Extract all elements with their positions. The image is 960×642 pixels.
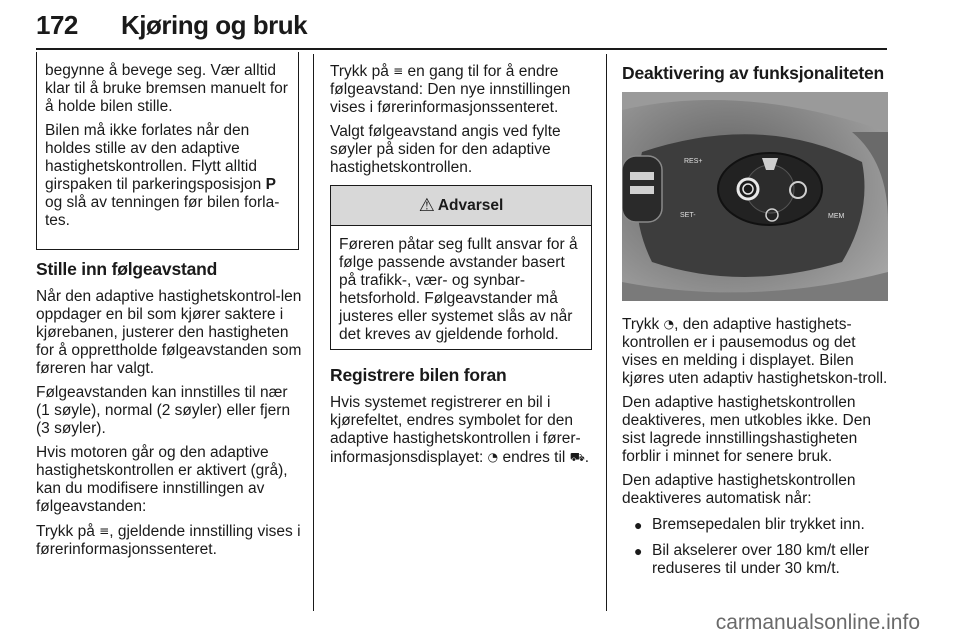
paragraph: Trykk på ≡ en gang til for å endre følgeavstand: Den nye innstillingen vises i førerinformasjonssenteret. xyxy=(330,63,571,116)
section-heading-distance: Stille inn følgeavstand xyxy=(36,259,218,279)
paragraph: Den adaptive hastighetskontrollen deaktiveres, men utkobles ikke. Den sist lagrede innstillingshastigheten forblir i minnet for senere bruk. xyxy=(622,394,871,465)
mem-label: MEM xyxy=(828,213,845,220)
column-1 xyxy=(36,258,304,559)
park-position-label: P xyxy=(265,176,276,193)
paragraph: Hvis systemet registrerer en bil i kjørefeltet, endres symbolet for den adaptive hastighetskontrollen i fører-informasjonsdisplayet: ◔ endres til ⛟. xyxy=(330,394,590,466)
set-label: SET- xyxy=(680,212,696,219)
section-heading-vehicle-ahead: Registrere bilen foran xyxy=(330,365,507,385)
bullet-icon: ● xyxy=(634,543,643,559)
cruise-pause-icon: ◔ xyxy=(663,317,675,331)
res-label: RES+ xyxy=(684,158,703,165)
list-item: ● Bil akselerer over 180 km/t eller reduseres til under 30 km/t. xyxy=(634,542,870,577)
column-2 xyxy=(330,62,592,467)
header-rule xyxy=(36,48,887,50)
box-paragraph-2: Bilen må ikke forlates når den holdes stille av den adaptive hastighetskontrollen. Flytt alltid girspaken til parkeringsposisjon P og slå av tenningen før bilen forla-tes. xyxy=(45,122,280,229)
column-divider-1 xyxy=(313,54,314,611)
list-item: ● Bremsepedalen blir trykket inn. xyxy=(634,516,865,533)
bullet-icon: ● xyxy=(634,517,643,533)
column-3 xyxy=(622,62,890,578)
warning-continuation-box xyxy=(36,52,299,250)
page-header xyxy=(36,4,887,50)
distance-bars-icon: ≡ xyxy=(393,64,404,78)
paragraph: Trykk ◔, den adaptive hastighets-kontrollen er i pausemodus og det vises en melding i displayet. Bilen kjøres uten adaptiv hastighetskon-troll. xyxy=(622,316,888,387)
paragraph: Følgeavstanden kan innstilles til nær (1 søyle), normal (2 søyler) eller fjern (3 søyler). xyxy=(36,384,291,437)
paragraph: Hvis motoren går og den adaptive hastighetskontrollen er aktivert (grå), kan du modifisere innstillingen av følgeavstanden: xyxy=(36,444,288,515)
paragraph: Når den adaptive hastighetskontrol-len oppdager en bil som kjører saktere i kjørebanen, justerer den hastigheten for å opprettholde følgeavstanden som føreren har valgt. xyxy=(36,288,302,377)
warning-triangle-icon: ⚠ xyxy=(418,195,435,215)
warning-box xyxy=(330,185,592,350)
car-ahead-icon: ⛟ xyxy=(569,450,585,464)
paragraph: Den adaptive hastighetskontrollen deaktiveres automatisk når: xyxy=(622,472,856,507)
paragraph: Trykk på ≡, gjeldende innstilling vises i førerinformasjonssenteret. xyxy=(36,523,301,558)
box-paragraph-1: begynne å bevege seg. Vær alltid klar til å bruke bremsen manuelt for å holde bilen stille. xyxy=(45,62,288,115)
paragraph: Valgt følgeavstand angis ved fylte søyler på siden for den adaptive hastighetskontrollen. xyxy=(330,123,561,176)
section-heading-deactivation: Deaktivering av funksjonaliteten xyxy=(622,63,885,83)
column-divider-2 xyxy=(606,54,607,611)
page-number: 172 xyxy=(36,10,78,40)
warning-title: Advarsel xyxy=(437,196,504,214)
chapter-title: Kjøring og bruk xyxy=(121,10,308,40)
distance-bars-icon: ≡ xyxy=(99,524,110,538)
steering-wheel-controls-image xyxy=(622,92,888,301)
watermark: carmanualsonline.info xyxy=(715,611,920,634)
warning-header xyxy=(331,186,591,226)
warning-text: Føreren påtar seg fullt ansvar for å følge passende avstander basert på trafikk-, vær- og synbar-hetsforhold. Følgeavstander må justeres eller systemet slås av når det kreves av gjeldende forhold. xyxy=(339,236,578,343)
cruise-icon: ◔ xyxy=(487,450,499,464)
